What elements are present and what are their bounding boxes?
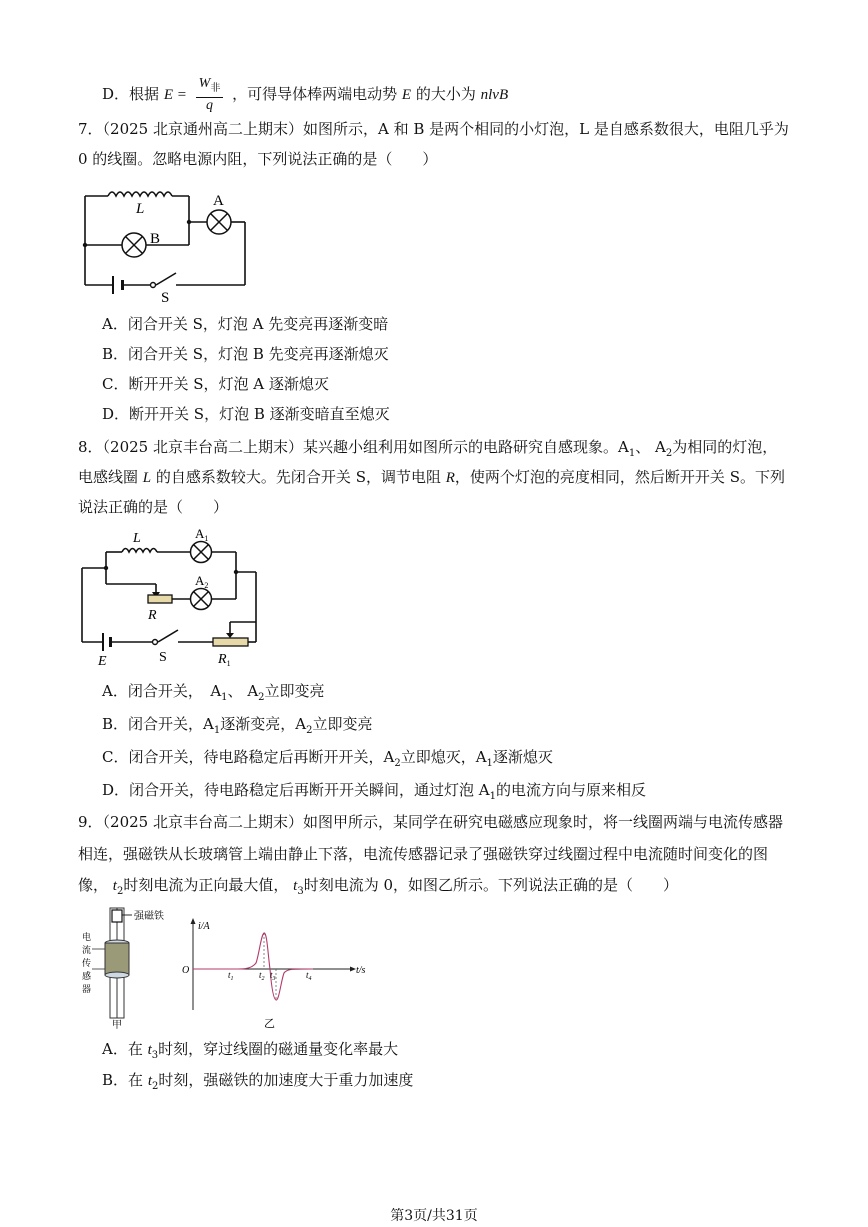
bulb-a2-icon [191, 589, 212, 610]
switch-label: S [159, 650, 167, 665]
page-footer: 第3页/共31页 [390, 1208, 478, 1224]
q8-option-d: D．闭合开关，待电路稳定后再断开开关瞬间，通过灯泡 $A_1$的电流方向与原来相反 [102, 781, 647, 802]
q7-stem-line2: 0 的线圈。忽略电源内阻，下列说法正确的是（ ） [78, 150, 438, 168]
q7-option-c: C．断开开关 S，灯泡 A 逐渐熄灭 [102, 375, 329, 393]
svg-text:感: 感 [82, 971, 92, 981]
rheostat-r-label: R [148, 608, 157, 623]
q7-circuit-diagram [78, 180, 253, 305]
q9-option-b: B．在 $t_2$时刻，强磁铁的加速度大于重力加速度 [102, 1071, 414, 1092]
q8-stem-line2: 电感线圈 L 的自感系数较大。先闭合开关 S，调节电阻 R，使两个灯泡的亮度相同，然后断开开关 S。下列 [78, 468, 785, 486]
bulb-a1-icon [191, 542, 212, 563]
y-axis-label: i/A [198, 921, 210, 932]
q9-option-a: A．在 $t_3$时刻，穿过线圈的磁通量变化率最大 [102, 1040, 399, 1061]
rheostat-r1-label: $R_1$ [218, 652, 231, 668]
sensor-label [82, 931, 91, 994]
q7-option-d: D．断开开关 S，灯泡 B 逐渐变暗直至熄灭 [102, 405, 390, 423]
work-over-charge-fraction: $\frac{W_非}{q}$ [196, 76, 224, 114]
figure-jia-caption: 甲 [112, 1020, 122, 1031]
bulb-a1-label: $A_1$ [195, 526, 209, 543]
origin-label: O [182, 965, 190, 976]
q9-figure-jia [80, 905, 164, 1031]
bulb-a-icon [207, 210, 231, 234]
battery-label: E [98, 654, 107, 669]
inductor-label: L [136, 201, 145, 217]
q8-stem-line1: 8．（2025 北京丰台高二上期末）某兴趣小组利用如图所示的电路研究自感现象。$A_1$、 $A_2$为相同的灯泡， [78, 438, 778, 459]
x-axis-label: t/s [356, 965, 366, 976]
q8-option-b: B．闭合开关，$A_1$逐渐变亮，$A_2$立即变亮 [102, 715, 373, 736]
q7-option-b: B．闭合开关 S，灯泡 B 先变亮再逐渐熄灭 [102, 345, 389, 363]
q8-option-a: A．闭合开关， $A_1$、 $A_2$立即变亮 [102, 682, 325, 703]
bulb-b-icon [122, 233, 146, 257]
switch-label: S [161, 290, 170, 306]
q8-circuit-diagram [78, 526, 268, 670]
svg-text:流: 流 [82, 945, 92, 955]
q8-stem-line3: 说法正确的是（ ） [78, 498, 229, 516]
svg-text:传: 传 [82, 958, 92, 968]
rheostat-r1 [213, 638, 248, 646]
bulb-a-label: A [213, 193, 224, 209]
rheostat-r [148, 595, 172, 603]
t4-label: $t_4$ [306, 970, 312, 982]
q6-option-d: D．根据 E = $\frac{W_非}{q}$ ，可得导体棒两端电动势 E 的大小为 nlvB [102, 76, 509, 113]
magnet-label: 强磁铁 [134, 911, 164, 922]
magnet-icon [112, 910, 122, 922]
t1-label: $t_1$ [228, 970, 234, 982]
q7-stem-line1: 7．（2025 北京通州高二上期末）如图所示，A 和 B 是两个相同的小灯泡，L 是自感系数很大，电阻几乎为 [78, 120, 789, 138]
figure-yi-caption: 乙 [264, 1018, 275, 1030]
coil [105, 943, 129, 975]
q9-stem-line3: 像， $t_2$时刻电流为正向最大值， $t_3$时刻电流为 0，如图乙所示。下列说法正确的是（ ） [78, 876, 679, 897]
svg-text:器: 器 [82, 984, 92, 994]
current-curve [193, 933, 313, 1000]
q8-option-c: C．闭合开关，待电路稳定后再断开开关，$A_2$立即熄灭，$A_1$逐渐熄灭 [102, 748, 553, 769]
bulb-b-label: B [150, 231, 161, 247]
inductor-label: L [133, 531, 141, 546]
q9-figure-yi [178, 915, 378, 1030]
q9-stem-line2: 相连，强磁铁从长玻璃管上端由静止下落，电流传感器记录了强磁铁穿过线圈过程中电流随时间变化的图 [78, 845, 769, 863]
q9-stem-line1: 9．（2025 北京丰台高二上期末）如图甲所示，某同学在研究电磁感应现象时，将一线圈两端与电流传感器 [78, 813, 783, 831]
bulb-a2-label: $A_2$ [195, 573, 209, 590]
q7-option-a: A．闭合开关 S，灯泡 A 先变亮再逐渐变暗 [102, 315, 389, 333]
t3-label: $t_3$ [270, 970, 276, 982]
svg-text:电: 电 [82, 932, 92, 942]
t2-label: $t_2$ [259, 970, 265, 982]
